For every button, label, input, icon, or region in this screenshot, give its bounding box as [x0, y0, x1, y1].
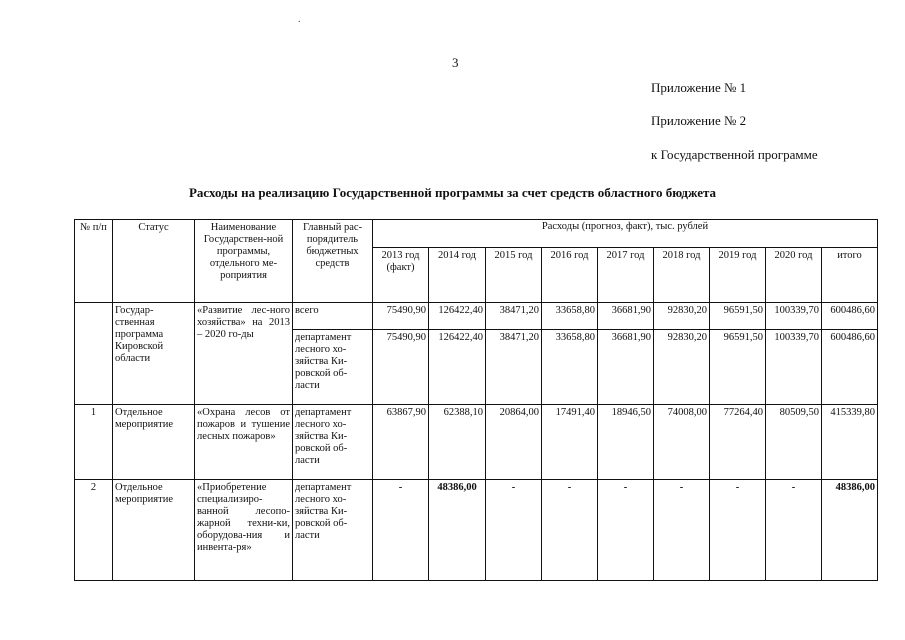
header-year-2019: 2019 год: [710, 248, 766, 303]
row-manager: всего: [293, 303, 373, 330]
header-year-2013: 2013 год (факт): [373, 248, 429, 303]
cell-value: 36681,90: [598, 303, 654, 330]
cell-value: 38471,20: [486, 303, 542, 330]
page-number: 3: [452, 55, 459, 70]
cell-value: -: [486, 480, 542, 581]
cell-value: 75490,90: [373, 330, 429, 405]
cell-value: 63867,90: [373, 405, 429, 480]
cell-value: 600486,60: [822, 330, 878, 405]
cell-value: 62388,10: [429, 405, 486, 480]
row-status: Отдельное мероприятие: [113, 405, 195, 480]
cell-value: -: [710, 480, 766, 581]
row-manager: департамент лесного хо-зяйства Ки-ровской об-ласти: [293, 480, 373, 581]
header-status: Статус: [113, 220, 195, 303]
cell-value: 33658,80: [542, 303, 598, 330]
cell-value: 48386,00: [429, 480, 486, 581]
cell-value: 92830,20: [654, 330, 710, 405]
row-status: Государ-ственная программа Кировской области: [113, 303, 195, 405]
cell-value: 38471,20: [486, 330, 542, 405]
cell-value: -: [542, 480, 598, 581]
cell-value: 600486,60: [822, 303, 878, 330]
header-year-2015: 2015 год: [486, 248, 542, 303]
cell-value: 100339,70: [766, 330, 822, 405]
cell-value: -: [373, 480, 429, 581]
header-manager: Главный рас-порядитель бюджетных средств: [293, 220, 373, 303]
header-total: итого: [822, 248, 878, 303]
cell-value: 77264,40: [710, 405, 766, 480]
row-num: 2: [75, 480, 113, 581]
table-row: [75, 303, 878, 330]
document-title: Расходы на реализацию Государственной программы за счет средств областного бюджета: [188, 185, 717, 200]
cell-value: 74008,00: [654, 405, 710, 480]
cell-value: 36681,90: [598, 330, 654, 405]
header-row-1: [75, 220, 878, 248]
cell-value: 126422,40: [429, 303, 486, 330]
row-manager: департамент лесного хо-зяйства Ки-ровской об-ласти: [293, 330, 373, 405]
cell-value: 18946,50: [598, 405, 654, 480]
header-year-2014: 2014 год: [429, 248, 486, 303]
row-num: 1: [75, 405, 113, 480]
budget-table: [74, 219, 878, 581]
cell-value: 96591,50: [710, 330, 766, 405]
cell-value: 96591,50: [710, 303, 766, 330]
scan-speck: .: [298, 14, 301, 25]
row-name: «Развитие лес-ного хозяйства» на 2013 – 2020 го-ды: [195, 303, 293, 405]
header-year-2016: 2016 год: [542, 248, 598, 303]
table-row: [75, 405, 878, 480]
cell-value: 20864,00: [486, 405, 542, 480]
cell-value: 17491,40: [542, 405, 598, 480]
row-name: «Приобретение специализиро-ванной лесопо-жарной техни-ки, оборудова-ния и инвента-ря»: [195, 480, 293, 581]
cell-value: -: [598, 480, 654, 581]
header-num: № п/п: [75, 220, 113, 303]
cell-value: 126422,40: [429, 330, 486, 405]
cell-value: 48386,00: [822, 480, 878, 581]
cell-value: 100339,70: [766, 303, 822, 330]
row-num: [75, 303, 113, 405]
cell-value: -: [654, 480, 710, 581]
row-name: «Охрана лесов от пожаров и тушение лесных пожаров»: [195, 405, 293, 480]
cell-value: 75490,90: [373, 303, 429, 330]
header-year-2020: 2020 год: [766, 248, 822, 303]
header-year-2018: 2018 год: [654, 248, 710, 303]
appendix-line-1: Приложение № 1: [651, 80, 747, 95]
appendix-line-3: к Государственной программе: [651, 147, 818, 162]
header-expenses: Расходы (прогноз, факт), тыс. рублей: [373, 220, 878, 248]
cell-value: 415339,80: [822, 405, 878, 480]
cell-value: -: [766, 480, 822, 581]
header-name: Наименование Государствен-ной программы, отдельного ме-роприятия: [195, 220, 293, 303]
header-year-2017: 2017 год: [598, 248, 654, 303]
appendix-line-2: Приложение № 2: [651, 113, 747, 128]
row-manager: департамент лесного хо-зяйства Ки-ровской об-ласти: [293, 405, 373, 480]
cell-value: 33658,80: [542, 330, 598, 405]
table-row: [75, 480, 878, 581]
cell-value: 92830,20: [654, 303, 710, 330]
cell-value: 80509,50: [766, 405, 822, 480]
row-status: Отдельное мероприятие: [113, 480, 195, 581]
